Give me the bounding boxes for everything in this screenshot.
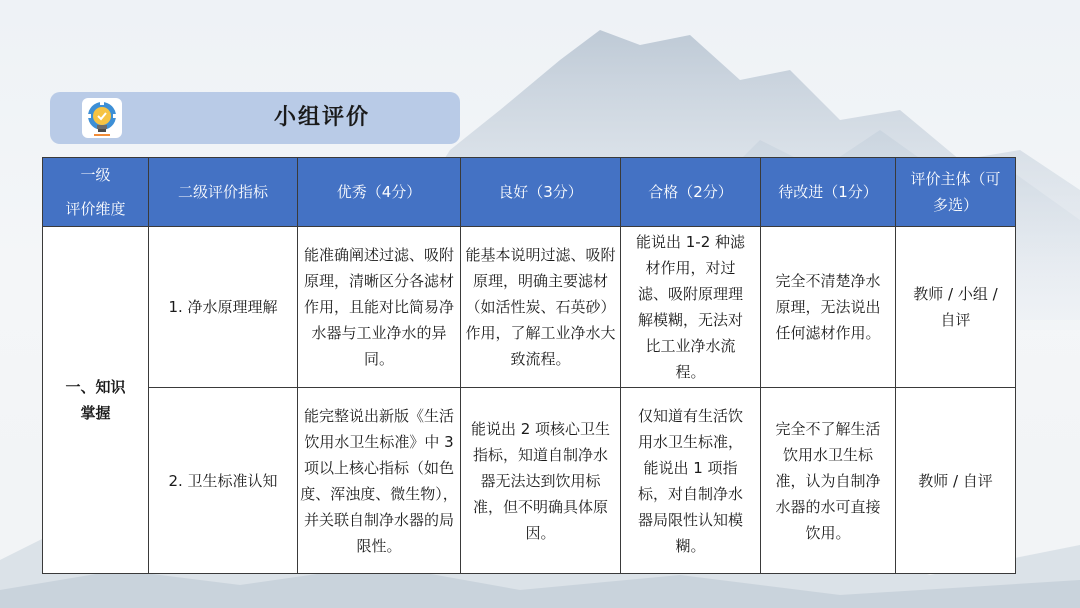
dimension-cell: 一、知识掌握 — [43, 227, 149, 574]
header-pass: 合格（2分） — [621, 158, 761, 227]
evaluator-cell: 教师 / 小组 / 自评 — [896, 227, 1016, 388]
header-good: 良好（3分） — [461, 158, 621, 227]
excellent-cell: 能完整说出新版《生活饮用水卫生标准》中 3 项以上核心指标（如色度、浑浊度、微生物），并关联自制净水器的局限性。 — [298, 388, 461, 574]
indicator-cell: 2. 卫生标准认知 — [149, 388, 298, 574]
page-title: 小组评价 — [274, 105, 371, 130]
good-cell: 能说出 2 项核心卫生指标，知道自制净水器无法达到饮用标准，但不明确具体原因。 — [461, 388, 621, 574]
table-header-row — [43, 158, 1016, 227]
evaluator-cell: 教师 / 自评 — [896, 388, 1016, 574]
header-excellent: 优秀（4分） — [298, 158, 461, 227]
excellent-cell: 能准确阐述过滤、吸附原理，清晰区分各滤材作用，且能对比简易净水器与工业净水的异同。 — [298, 227, 461, 388]
indicator-cell: 1. 净水原理理解 — [149, 227, 298, 388]
lightbulb-gear-icon — [80, 96, 124, 140]
header-dimension: 一级 评价维度 — [43, 158, 149, 227]
pass-cell: 能说出 1-2 种滤材作用，对过滤、吸附原理理解模糊，无法对比工业净水流程。 — [621, 227, 761, 388]
improve-cell: 完全不了解生活饮用水卫生标准，认为自制净水器的水可直接饮用。 — [761, 388, 896, 574]
table-row — [43, 227, 1016, 388]
table-row — [43, 388, 1016, 574]
pass-cell: 仅知道有生活饮用水卫生标准，能说出 1 项指标，对自制净水器局限性认知模糊。 — [621, 388, 761, 574]
improve-cell: 完全不清楚净水原理，无法说出任何滤材作用。 — [761, 227, 896, 388]
good-cell: 能基本说明过滤、吸附原理，明确主要滤材（如活性炭、石英砂）作用，了解工业净水大致流程。 — [461, 227, 621, 388]
section-title-bar — [50, 92, 460, 144]
header-improve: 待改进（1分） — [761, 158, 896, 227]
header-indicator: 二级评价指标 — [149, 158, 298, 227]
header-evaluator: 评价主体（可多选） — [896, 158, 1016, 227]
evaluation-table — [42, 157, 1016, 574]
